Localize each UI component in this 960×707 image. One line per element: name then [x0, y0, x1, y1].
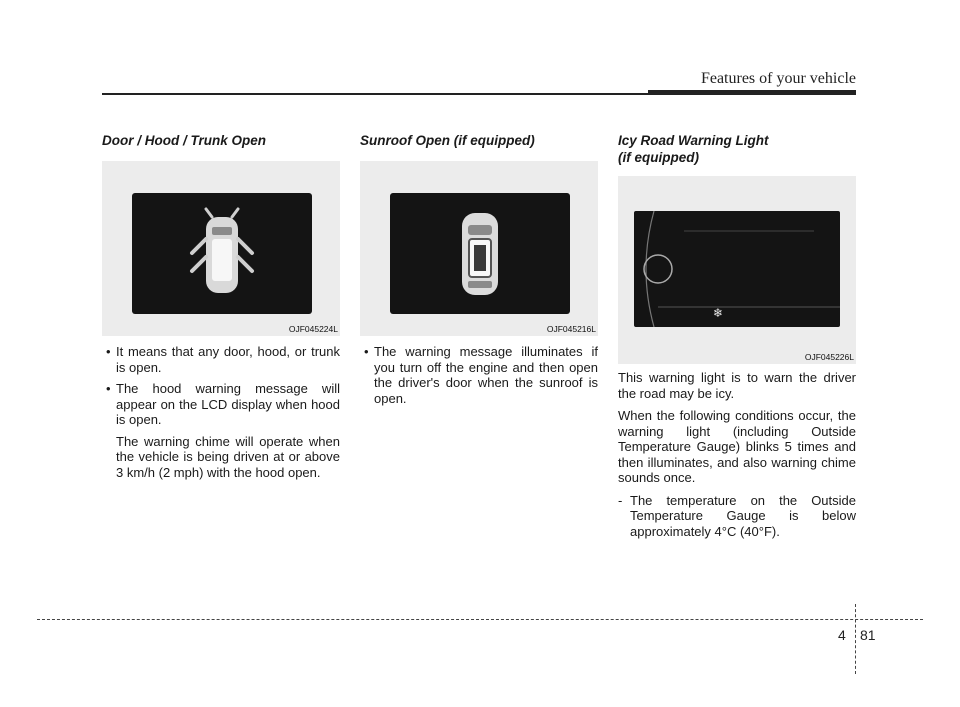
footer-rule: [37, 619, 923, 620]
figure-code: OJF045226L: [804, 352, 854, 362]
chapter-number: 4: [838, 627, 846, 643]
section-heading: Sunroof Open (if equipped): [360, 133, 535, 148]
header-rule-accent: [648, 90, 856, 95]
bullet-icon: •: [106, 381, 111, 396]
section-body: [618, 370, 856, 539]
page-number: 81: [860, 627, 876, 643]
car-doors-open-icon: [132, 193, 312, 314]
page-header-title: Features of your vehicle: [700, 70, 856, 87]
list-item-text: The hood warning message will appear on the LCD display when hood is open.: [116, 381, 340, 427]
footer-divider: [855, 604, 856, 674]
list-item: [102, 381, 340, 428]
list-item-text: The warning message illuminates if you turn off the engine and then open the driver's door when the sunroof is open.: [374, 344, 598, 406]
section-heading-subtitle: (if equipped): [618, 150, 699, 165]
figure-door-open: [102, 161, 340, 336]
bullet-list: [102, 344, 340, 428]
icy-road-display: [634, 211, 840, 327]
section-icy-road-warning: [618, 132, 856, 539]
lcd-screen: [132, 193, 312, 314]
list-item: [102, 344, 340, 375]
list-item: [360, 344, 598, 406]
section-heading: Door / Hood / Trunk Open: [102, 133, 266, 148]
bullet-icon: •: [364, 344, 369, 359]
condition-text: The temperature on the Outside Temperature Gauge is below approximately 4°C (40°F).: [630, 492, 856, 539]
section-heading: Icy Road Warning Light: [618, 133, 769, 148]
list-item-text: It means that any door, hood, or trunk is open.: [116, 344, 340, 375]
dash-marker: -: [618, 492, 623, 508]
bullet-list: [360, 344, 598, 406]
figure-code: OJF045224L: [288, 324, 338, 334]
note-text: The warning chime will operate when the vehicle is being driven at or above 3 km/h (2 mph) with the hood open.: [116, 433, 340, 480]
snowflake-icon: ❄: [713, 306, 724, 320]
section-sunroof-open: [360, 132, 598, 412]
section-door-hood-trunk: [102, 132, 340, 486]
figure-code: OJF045216L: [546, 324, 596, 334]
lcd-screen: [390, 193, 570, 314]
paragraph: When the following conditions occur, the warning light (including Outside Temperature Gauge) blinks 5 times and then illuminates, and also warning chime sounds once.: [618, 408, 856, 485]
car-sunroof-icon: [390, 193, 570, 314]
figure-sunroof-open: [360, 161, 598, 336]
paragraph: This warning light is to warn the driver the road may be icy.: [618, 370, 856, 401]
condition-item: [618, 493, 856, 540]
lcd-screen: [634, 211, 840, 327]
figure-icy-road: [618, 176, 856, 364]
bullet-icon: •: [106, 344, 111, 359]
